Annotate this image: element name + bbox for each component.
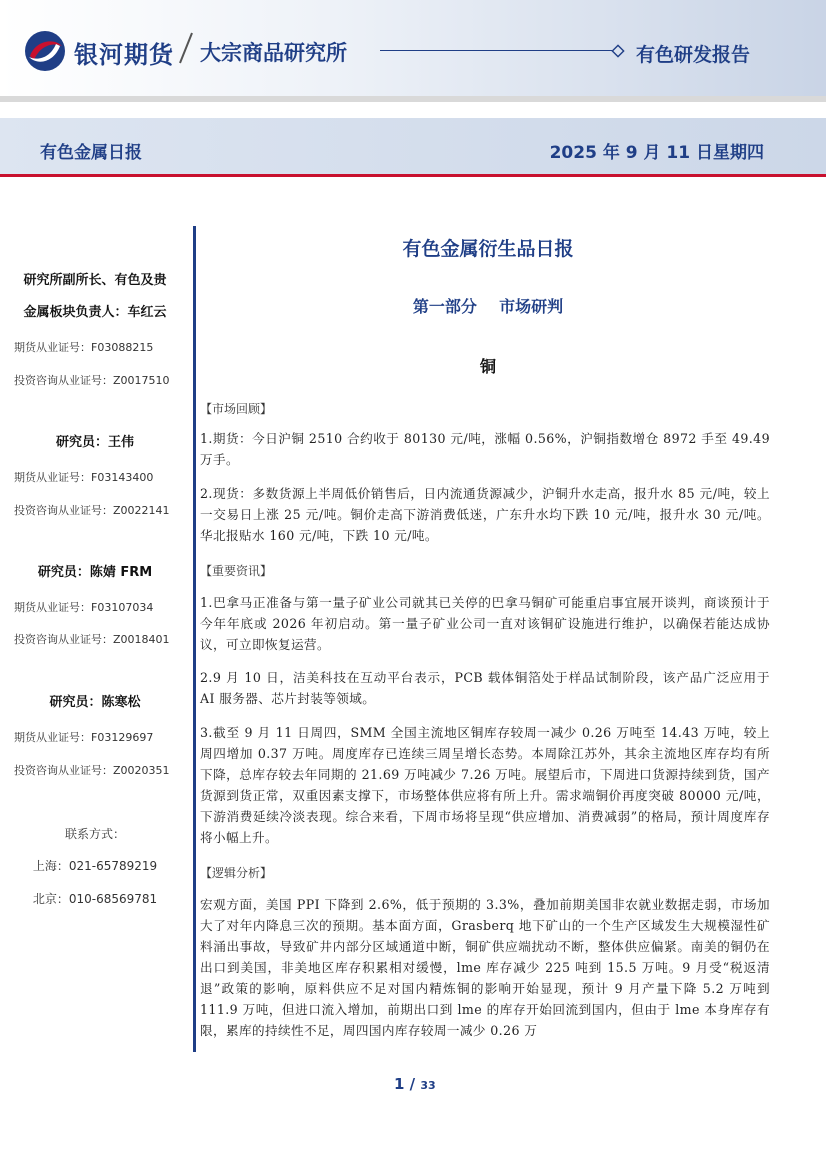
header-red-rule [0,174,826,177]
news-item-1: 1.巴拿马正准备与第一量子矿业公司就其已关停的巴拿马铜矿可能重启事宜展开谈判，商谈预计于今年年底或 2026 年初启动。第一量子矿业公司一直对该铜矿设施进行维护，以确保若能达成协议，可立即恢复运营。 [200,595,770,652]
report-type-rule [380,50,612,51]
section-tag-news: 【重要资讯】 [200,564,273,578]
news-item-3: 3.截至 9 月 11 日周四，SMM 全国主流地区铜库存较周一减少 0.26 万吨至 14.43 万吨，较上周四增加 0.37 万吨。周度库存已连续三周呈增长态势。本周除江苏外，其余主流地区库存均有所下降，总库存较去年同期的 21.69 万吨减少 7.26 万吨。展望后市，下周进口货源持续到货，国产货源到货正常，双重因素支撑下，市场整体供应将有所上升。需求端铜价再度突破 80000 元/吨，下游消费延续冷淡表现。综合来看，下周市场将呈现“供应增加、消费减弱”的格局，预计周度库存将小幅上升。 [200,725,770,845]
analyst-1-consult-license: 投资咨询从业证号：Z0017510 [14,374,170,387]
brand-name: 银河期货 [74,41,174,69]
review-futures-paragraph: 1.期货：今日沪铜 2510 合约收于 80130 元/吨，涨幅 0.56%，沪铜指数增仓 8972 手至 49.49 万手。 [200,431,770,467]
logic-analysis-paragraph: 宏观方面，美国 PPI 下降到 2.6%，低于预期的 3.3%，叠加前期美国非农就业数据走弱，市场加大了对年内降息三次的预期。基本面方面，Grasberq 地下矿山的一个生产区域发生大规模湿性矿料涌出事故，导致矿井内部分区域通道中断，铜矿供应端扰动不断，整体供应偏紧。南美的铜仍在出口到美国，非美地区库存积累相对缓慢，lme 库存减少 225 吨到 15.5 万吨。9 月受“税返清退”政策的影响，原料供应不足对国内精炼铜的影响开始显现，预计 9 月产量下降 5.2 万吨到 111.9 万吨，但进口流入增加，前期出口到 lme 的库存开始回流到国内，但由于 lme 本身库存有限，累库的持续性不足，周四国内库存较周一减少 0.26 万 [200,897,770,1038]
contact-label: 联系方式： [64,827,125,841]
contact-shanghai: 上海：021-65789219 [32,859,158,873]
report-type-label: 有色研发报告 [636,44,751,66]
header-spacer [0,102,826,118]
diamond-icon [611,44,625,58]
analyst-3-consult-license: 投资咨询从业证号：Z0018401 [14,633,170,646]
analyst-4-futures-license: 期货从业证号：F03129697 [14,731,154,744]
analyst-1-title-line2: 金属板块负责人：车红云 [23,305,167,320]
analyst-1-title-line1: 研究所副所长、有色及贵 [23,273,167,288]
analyst-3-futures-license: 期货从业证号：F03107034 [14,601,154,614]
galaxy-logo-icon [24,30,66,72]
report-date: 2025 年 9 月 11 日星期四 [549,143,764,163]
analyst-2-futures-license: 期货从业证号：F03143400 [14,471,154,484]
section-tag-review: 【市场回顾】 [200,402,273,416]
metal-heading: 铜 [479,357,496,376]
section-tag-logic: 【逻辑分析】 [200,866,273,880]
brand-slash-divider [177,31,195,65]
analyst-4-title: 研究员：陈寒松 [49,695,141,710]
news-item-2: 2.9 月 10 日，洁美科技在互动平台表示，PCB 载体铜箔处于样品试制阶段，该产品广泛应用于 AI 服务器、芯片封装等领域。 [200,670,770,706]
analyst-3-title: 研究员：陈婧 FRM [37,565,153,580]
analyst-4-consult-license: 投资咨询从业证号：Z0020351 [14,764,170,777]
institute-name: 大宗商品研究所 [200,41,347,65]
page-total: 33 [420,1079,436,1092]
analyst-2-title: 研究员：王伟 [55,435,134,450]
analyst-2-consult-license: 投资咨询从业证号：Z0022141 [14,504,170,517]
page-slash: / [409,1075,416,1093]
document-title: 有色金属衍生品日报 [402,238,574,260]
page-current: 1 [394,1075,405,1093]
part-title: 第一部分 市场研判 [412,297,564,316]
contact-beijing: 北京：010-68569781 [32,892,158,906]
page-number [394,1075,436,1093]
daily-report-title: 有色金属日报 [40,143,142,163]
review-spot-paragraph: 2.现货：多数货源上半周低价销售后，日内流通货源减少，沪铜升水走高，报升水 85 元/吨，较上一交易日上涨 25 元/吨。铜价走高下游消费低迷，广东升水均下跌 10 元/吨，报升水 30 元/吨。华北报贴水 160 元/吨，下跌 10 元/吨。 [200,486,770,543]
analyst-1-futures-license: 期货从业证号：F03088215 [14,341,154,354]
